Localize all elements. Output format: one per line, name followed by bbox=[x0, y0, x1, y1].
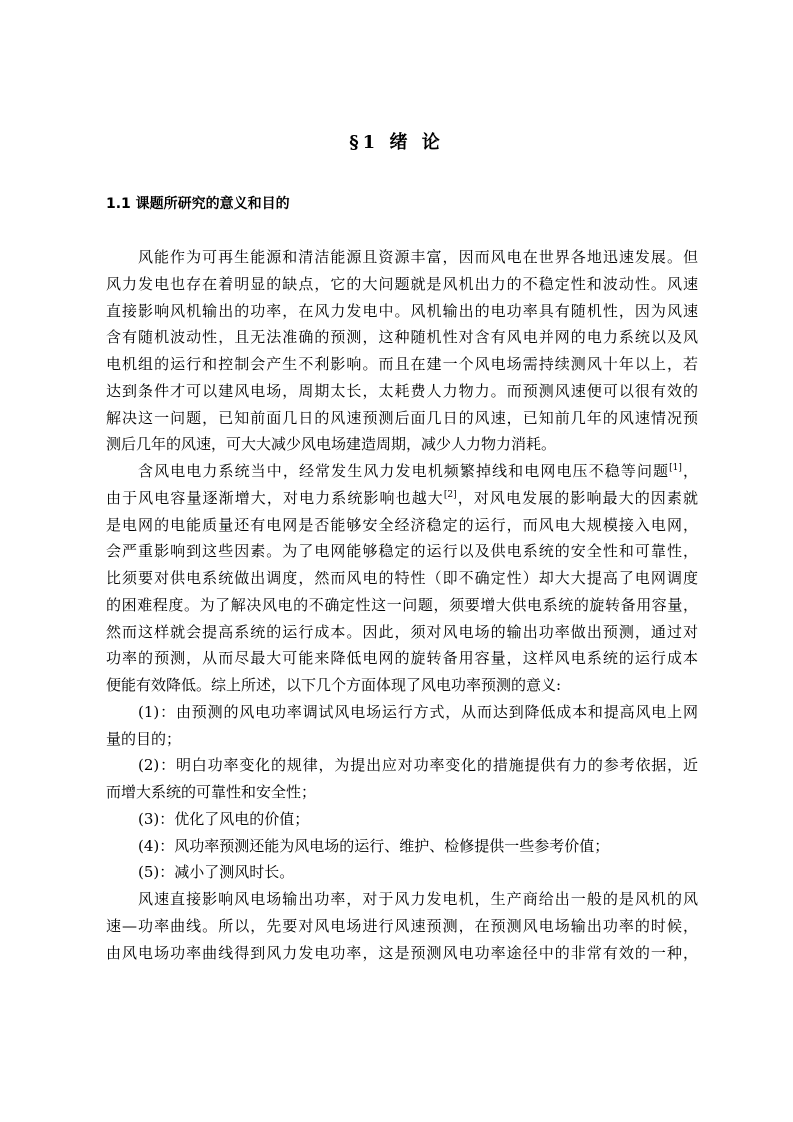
text-line: (1)：由预测的风电功率调试风电场运行方式，从而达到降低成本和提高风电上网 bbox=[138, 702, 698, 721]
body-text bbox=[106, 244, 698, 966]
paragraph bbox=[106, 458, 698, 699]
text-line: 会严重影响到这些因素。为了电网能够稳定的运行以及供电系统的安全性和可靠性， bbox=[106, 542, 698, 561]
text-line: 测后几年的风速，可大大减少风电场建造周期，减少人力物力消耗。 bbox=[106, 435, 557, 454]
text-line: 功率的预测，从而尽最大可能来降低电网的旋转备用容量，这样风电系统的运行成本 bbox=[106, 649, 698, 668]
text-run: ，对风电发展的影响最大的因素就 bbox=[456, 488, 698, 507]
text-line: 速—功率曲线。所以，先要对风电场进行风速预测，在预测风电场输出功率的时候， bbox=[106, 916, 698, 935]
text-line: (2)：明白功率变化的规律，为提出应对功率变化的措施提供有力的参考依据，近 bbox=[138, 756, 698, 775]
text-line: (5)：减小了测风时长。 bbox=[138, 863, 295, 882]
text-line: (4)：风功率预测还能为风电场的运行、维护、检修提供一些参考价值； bbox=[138, 836, 610, 855]
text-line: 由风电场功率曲线得到风力发电功率，这是预测风电功率途径中的非常有效的一种， bbox=[106, 943, 698, 962]
text-line: 直接影响风机输出的功率，在风力发电中。风机输出的电功率具有随机性，因为风速 bbox=[106, 301, 698, 320]
text-line: 便能有效降低。综上所述，以下几个方面体现了风电功率预测的意义: bbox=[106, 676, 562, 694]
text-line: 是电网的电能质量还有电网是否能够安全经济稳定的运行，而风电大规模接入电网， bbox=[106, 515, 698, 534]
text-line: 解决这一问题，已知前面几日的风速预测后面几日的风速，已知前几年的风速情况预 bbox=[106, 408, 698, 427]
chapter-title: §1 绪 论 bbox=[349, 132, 444, 153]
citation-ref: [1] bbox=[669, 463, 682, 473]
text-line: (3)：优化了风电的价值； bbox=[138, 809, 310, 828]
list-item bbox=[106, 859, 698, 886]
paragraph bbox=[106, 886, 698, 966]
text-line: 风能作为可再生能源和清洁能源且资源丰富，因而风电在世界各地迅速发展。但 bbox=[138, 248, 698, 266]
text-line: 然而这样就会提高系统的运行成本。因此，须对风电场的输出功率做出预测，通过对 bbox=[106, 622, 698, 641]
text-line: 电机组的运行和控制会产生不利影响。而且在建一个风电场需持续测风十年以上，若 bbox=[106, 355, 698, 373]
text-line: 风力发电也存在着明显的缺点，它的大问题就是风机出力的不稳定性和波动性。风速 bbox=[106, 274, 698, 293]
text-line: 量的目的； bbox=[106, 729, 182, 748]
text-run: ， bbox=[681, 462, 698, 480]
list-item bbox=[106, 806, 698, 833]
text-line: 的困难程度。为了解决风电的不确定性这一问题，须要增大供电系统的旋转备用容量， bbox=[106, 595, 698, 614]
section-heading: 1.1 课题所研究的意义和目的 bbox=[106, 196, 290, 212]
text-line: 比须要对供电系统做出调度，然而风电的特性（即不确定性）却大大提高了电网调度 bbox=[106, 569, 698, 587]
list-item bbox=[106, 699, 698, 753]
text-run: 由于风电容量逐渐增大，对电力系统影响也越大 bbox=[106, 488, 444, 507]
text-line: 风速直接影响风电场输出功率，对于风力发电机，生产商给出一般的是风机的风 bbox=[138, 890, 698, 908]
text-run: 含风电电力系统当中，经常发生风力发电机频繁掉线和电网电压不稳等问题 bbox=[138, 462, 670, 480]
text-line: 含有随机波动性，且无法准确的预测，这种随机性对含有风电并网的电力系统以及风 bbox=[106, 328, 698, 347]
text-line: 达到条件才可以建风电场，周期太长，太耗费人力物力。而预测风速便可以很有效的 bbox=[106, 381, 698, 400]
paragraph bbox=[106, 244, 698, 458]
citation-ref: [2] bbox=[443, 489, 457, 500]
list-item bbox=[106, 752, 698, 806]
text-line bbox=[106, 458, 698, 485]
list-item bbox=[106, 833, 698, 860]
text-line: 而增大系统的可靠性和安全性； bbox=[106, 783, 317, 801]
text-line bbox=[106, 485, 698, 512]
